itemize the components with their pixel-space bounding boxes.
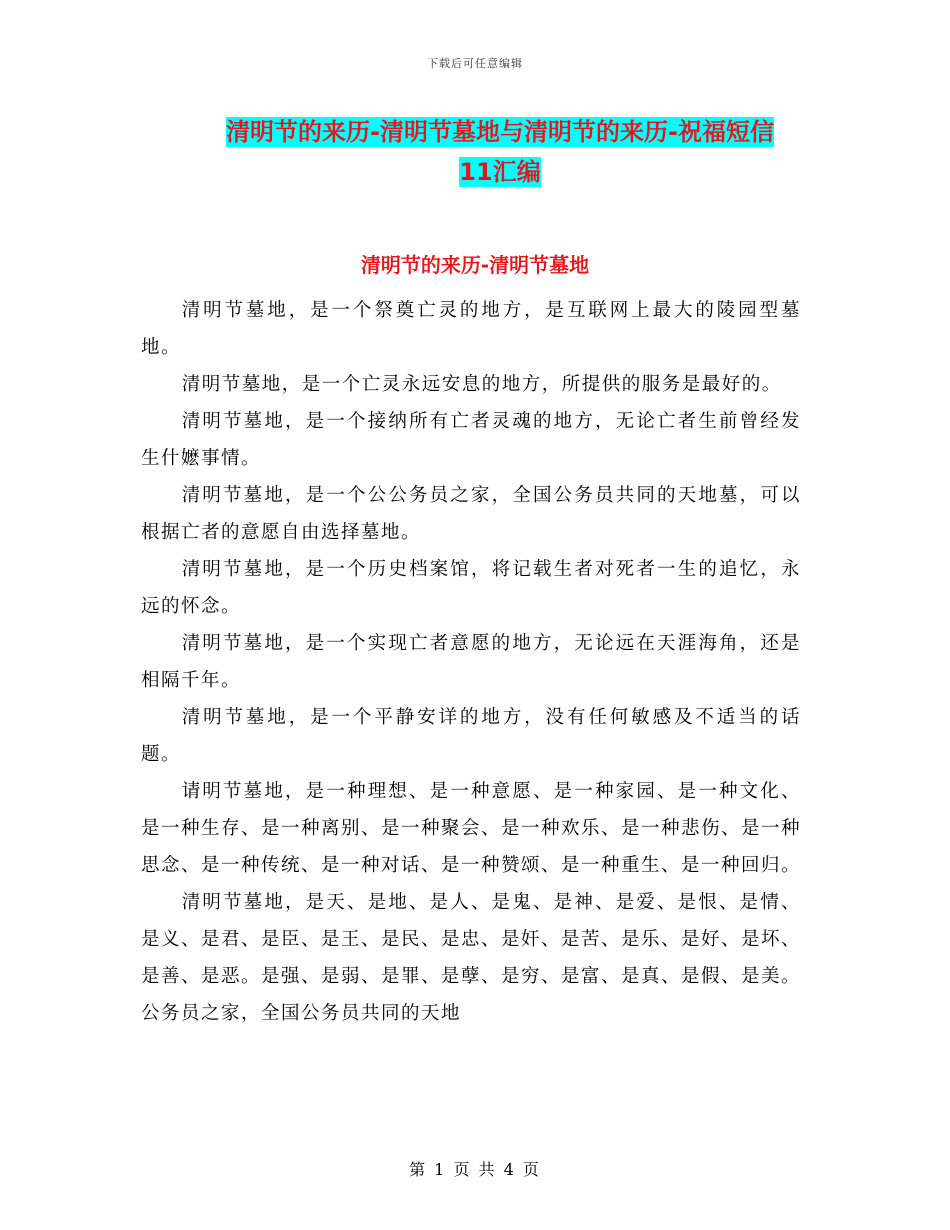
document-title (150, 112, 850, 192)
paragraph: 清明节墓地，是一个接纳所有亡者灵魂的地方，无论亡者生前曾经发生什嬷事情。 (141, 411, 801, 469)
paragraph: 清明节墓地，是一个历史档案馆，将记载生者对死者一生的追忆，永远的怀念。 (141, 559, 801, 617)
paragraph: 清明节墓地，是一个公公务员之家，全国公务员共同的天地墓，可以根据亡者的意愿自由选择墓地。 (141, 485, 801, 543)
paragraph: 清明节墓地，是一个亡灵永远安息的地方，所提供的服务是最好的。 (181, 374, 782, 395)
paragraph: 清明节墓地，是一个实现亡者意愿的地方，无论远在天涯海角，还是相隔千年。 (141, 633, 801, 691)
paragraph: 请明节墓地，是一种理想、是一种意愿、是一种家园、是一种文化、是一种生存、是一种离别、是一种聚会、是一种欢乐、是一种悲伤、是一种思念、是一种传统、是一种对话、是一种赞颂、是一种重生、是一种回归。 (141, 781, 802, 876)
paragraph: 清明节墓地，是天、是地、是人、是鬼、是神、是爱、是恨、是情、是义、是君、是臣、是王、是民、是忠、是奸、是苦、是乐、是好、是坏、是善、是恶。是强、是弱、是罪、是孽、是穷、是富、是真、是假、是美。公务员之家，全国公务员共同的天地 (141, 892, 802, 1024)
title-line-2: 11汇编 (459, 158, 541, 186)
header-note: 下载后可任意编辑 (427, 57, 523, 70)
section-heading: 清明节的来历-清明节墓地 (360, 253, 590, 277)
page-footer: 第 1 页 共 4 页 (409, 1160, 541, 1179)
paragraph: 清明节墓地，是一个平静安详的地方，没有任何敏感及不适当的话题。 (141, 707, 801, 765)
body-text (141, 292, 801, 1032)
title-line-1: 清明节的来历-清明节墓地与清明节的来历-祝福短信 (226, 118, 774, 146)
paragraph: 清明节墓地，是一个祭奠亡灵的地方，是互联网上最大的陵园型墓地。 (141, 300, 801, 358)
